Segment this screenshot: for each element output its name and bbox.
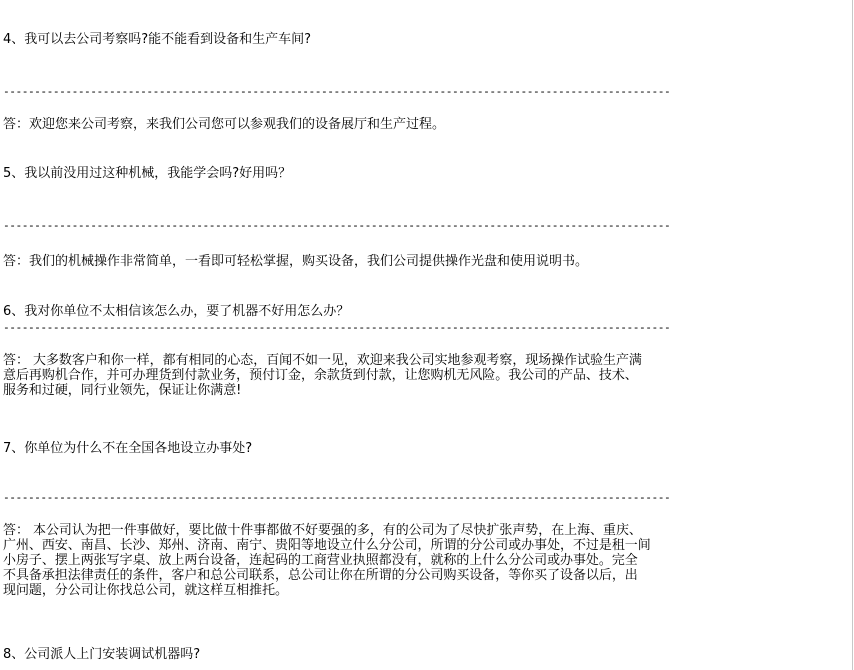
answer-6-line: 答： 大多数客户和你一样，都有相同的心态，百闻不如一见，欢迎来我公司实地参观考察，现场操作试验生产满 bbox=[3, 353, 642, 368]
answer-7-line: 广州、西安、南昌、长沙、郑州、济南、南宁、贵阳等地设立什么分公司，所谓的分公司或办事处，不过是租一间 bbox=[3, 538, 651, 553]
question-8: 8、公司派人上门安装调试机器吗? bbox=[3, 647, 201, 662]
question-6: 6、我对你单位不太相信该怎么办，要了机器不好用怎么办？ bbox=[3, 304, 350, 319]
answer-5: 答：我们的机械操作非常简单，一看即可轻松掌握，购买设备，我们公司提供操作光盘和使用说明书。 bbox=[3, 254, 589, 269]
answer-7-line: 不具备承担法律责任的条件，客户和总公司联系，总公司让你在所谓的分公司购买设备，等你买了设备以后，出 bbox=[3, 568, 638, 583]
answer-7-line: 答： 本公司认为把一件事做好，要比做十件事都做不好要强的多，有的公司为了尽快扩张声势，在上海、重庆、 bbox=[3, 523, 642, 538]
divider-4: ----------------------------------------------------------------------------------------------------------- bbox=[3, 88, 671, 96]
question-4: 4、我可以去公司考察吗?能不能看到设备和生产车间? bbox=[3, 32, 312, 47]
question-5: 5、我以前没用过这种机械，我能学会吗?好用吗？ bbox=[3, 166, 292, 181]
question-7: 7、你单位为什么不在全国各地设立办事处? bbox=[3, 441, 253, 456]
answer-7-line: 现问题，分公司让你找总公司，就这样互相推托。 bbox=[3, 583, 289, 598]
answer-7 bbox=[3, 523, 852, 598]
divider-6: ----------------------------------------------------------------------------------------------------------- bbox=[3, 324, 671, 332]
answer-4: 答：欢迎您来公司考察，来我们公司您可以参观我们的设备展厅和生产过程。 bbox=[3, 117, 446, 132]
answer-6-line: 意后再购机合作，并可办理货到付款业务，预付订金，余款货到付款，让您购机无风险。我公司的产品、技术、 bbox=[3, 368, 638, 383]
answer-6 bbox=[3, 353, 852, 398]
answer-7-line: 小房子、摆上两张写字桌、放上两台设备，连起码的工商营业执照都没有，就称的上什么分公司或办事处。完全 bbox=[3, 553, 638, 568]
answer-6-line: 服务和过硬，同行业领先，保证让你满意! bbox=[3, 383, 242, 398]
divider-7: ----------------------------------------------------------------------------------------------------------- bbox=[3, 494, 671, 502]
divider-5: ----------------------------------------------------------------------------------------------------------- bbox=[3, 222, 671, 230]
